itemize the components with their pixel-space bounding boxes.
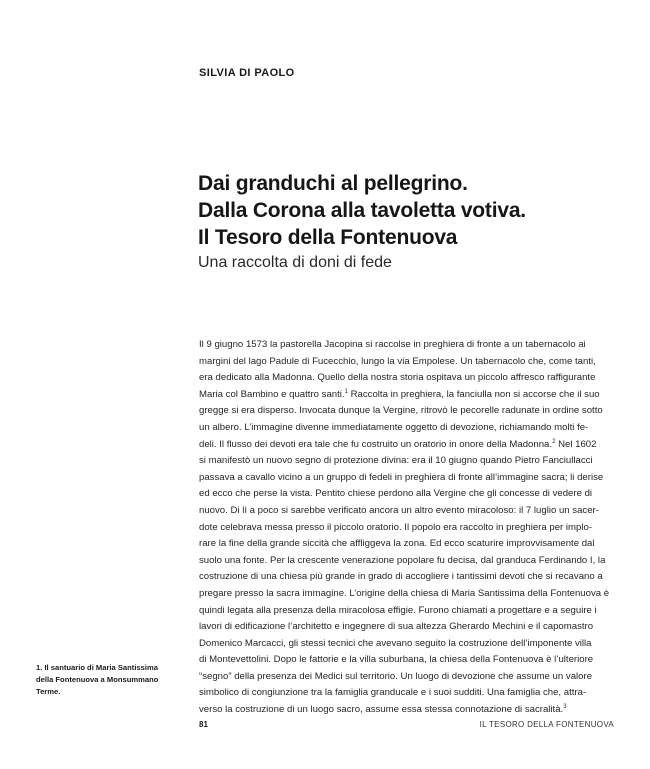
body-line-text: un albero. L’immagine divenne immediatamente oggetto di devozione, richiamando molti fe- — [199, 421, 589, 433]
body-line-text: lavori di edificazione l’architetto e ingegnere di sua altezza Gherardo Mechini e il capomastro — [199, 621, 594, 633]
body-line-text: verso la costruzione di un luogo sacro, assume essa stessa connotazione di sacralità. — [199, 704, 564, 716]
title-block — [198, 170, 618, 274]
body-line — [199, 569, 611, 586]
body-line-text: Maria col Bambino e quattro santi. — [199, 388, 345, 400]
body-line — [199, 586, 611, 603]
footnote-marker: 1 — [344, 388, 348, 395]
body-line-text: Nel 1602 — [555, 438, 597, 450]
body-line — [199, 403, 611, 420]
body-line — [199, 685, 611, 702]
body-line-text: di Montevettolini. Dopo le fattorie e la villa suburbana, la chiesa della Fontenuova è l’ulteriore — [199, 654, 594, 666]
body-line-text: suolo una fonte. Per la crescente venerazione popolare fu decisa, dal granduca Ferdinando I, la — [199, 554, 606, 566]
body-line-text: “segno” della presenza dei Medici sul territorio. Un luogo di devozione che assume un valore — [199, 670, 593, 682]
body-line — [199, 354, 611, 371]
body-line-text: gregge si era disperso. Invocata dunque la Vergine, ritrovò le pecorelle radunate in ordine sotto — [199, 405, 603, 417]
body-line-text: nuovo. Di lì a poco si sarebbe verificato ancora un altro evento miracoloso: il 7 luglio un sacer- — [199, 504, 599, 516]
body-line — [199, 387, 611, 404]
body-line — [199, 636, 611, 653]
body-line-text: rare la fine della grande siccità che affliggeva la zona. Ed ecco scaturire improvvisamente dal — [199, 538, 595, 550]
body-line-text: pregare presso la sacra immagine. L’origine della chiesa di Maria Santissima della Fontenuova è — [199, 587, 610, 599]
page-number: 81 — [199, 720, 208, 729]
body-line — [199, 337, 611, 354]
body-line — [199, 603, 611, 620]
figure-caption — [36, 662, 186, 699]
body-line — [199, 520, 611, 537]
body-line — [199, 652, 611, 669]
body-line-text: simbolico di congiunzione tra la famiglia granducale e i suoi sudditi. Una famiglia che, attra- — [199, 687, 587, 699]
running-title: IL TESORO DELLA FONTENUOVA — [479, 720, 614, 729]
body-line-text: passava a cavallo vicino a un gruppo di fedeli in preghiera di fronte all’immagine sacra; li derise — [199, 471, 604, 483]
body-line — [199, 370, 611, 387]
body-line-text: ed ecco che perse la vista. Pentito chiese perdono alla Vergine che gli concesse di vedere di — [199, 488, 593, 500]
body-line-text: quindi legata alla presenza della miracolosa effigie. Furono chiamati a progettare e a seguire i — [199, 604, 597, 616]
body-line-text: Raccolta in preghiera, la fanciulla non si accorse che il suo — [347, 388, 600, 400]
body-line — [199, 437, 611, 454]
body-line — [199, 503, 611, 520]
author-name: SILVIA DI PAOLO — [199, 67, 295, 79]
footnote-marker: 2 — [552, 438, 556, 445]
body-line — [199, 420, 611, 437]
title-line: Il Tesoro della Fontenuova — [198, 226, 458, 249]
body-line-text: era dedicato alla Madonna. Quello della nostra storia ospitava un piccolo affresco raffigurante — [199, 372, 596, 384]
body-line — [199, 619, 611, 636]
body-line-text: costruzione di una chiesa più grande in grado di accogliere i tantissimi devoti che si recavano a — [199, 571, 603, 583]
body-line-text: deli. Il flusso dei devoti era tale che fu costruito un oratorio in onore della Madonna. — [199, 438, 553, 450]
body-line — [199, 536, 611, 553]
footnote-marker: 3 — [563, 703, 567, 710]
body-line — [199, 453, 611, 470]
caption-line: 1. Il santuario di Maria Santissima — [36, 663, 158, 672]
title-line: Dalla Corona alla tavoletta votiva. — [198, 199, 526, 222]
body-line-text: dote celebrava messa presso il piccolo oratorio. Il popolo era raccolto in preghiera per implo- — [199, 521, 593, 533]
body-line — [199, 486, 611, 503]
body-line-text: si manifestò un nuovo segno di protezione divina: era il 10 giugno quando Pietro Fanciullacci — [199, 455, 593, 467]
body-line-text: Domenico Marcacci, gli stessi tecnici che avevano seguito la costruzione dell’imponente villa — [199, 637, 592, 649]
caption-line: della Fontenuova a Monsummano — [36, 675, 159, 685]
body-line-text: margini del lago Padule di Fucecchio, lungo la via Empolese. Un tabernacolo che, come tanti, — [199, 355, 596, 367]
body-line — [199, 470, 611, 487]
body-line-text: Il 9 giugno 1573 la pastorella Jacopina si raccolse in preghiera di fronte a un tabernacolo ai — [199, 339, 586, 350]
body-line — [199, 669, 611, 686]
body-line — [199, 553, 611, 570]
body-text — [199, 337, 611, 719]
title-line: Dai granduchi al pellegrino. — [198, 172, 468, 195]
subtitle: Una raccolta di doni di fede — [198, 254, 392, 271]
caption-line: Terme. — [36, 687, 61, 697]
body-line — [199, 702, 611, 719]
